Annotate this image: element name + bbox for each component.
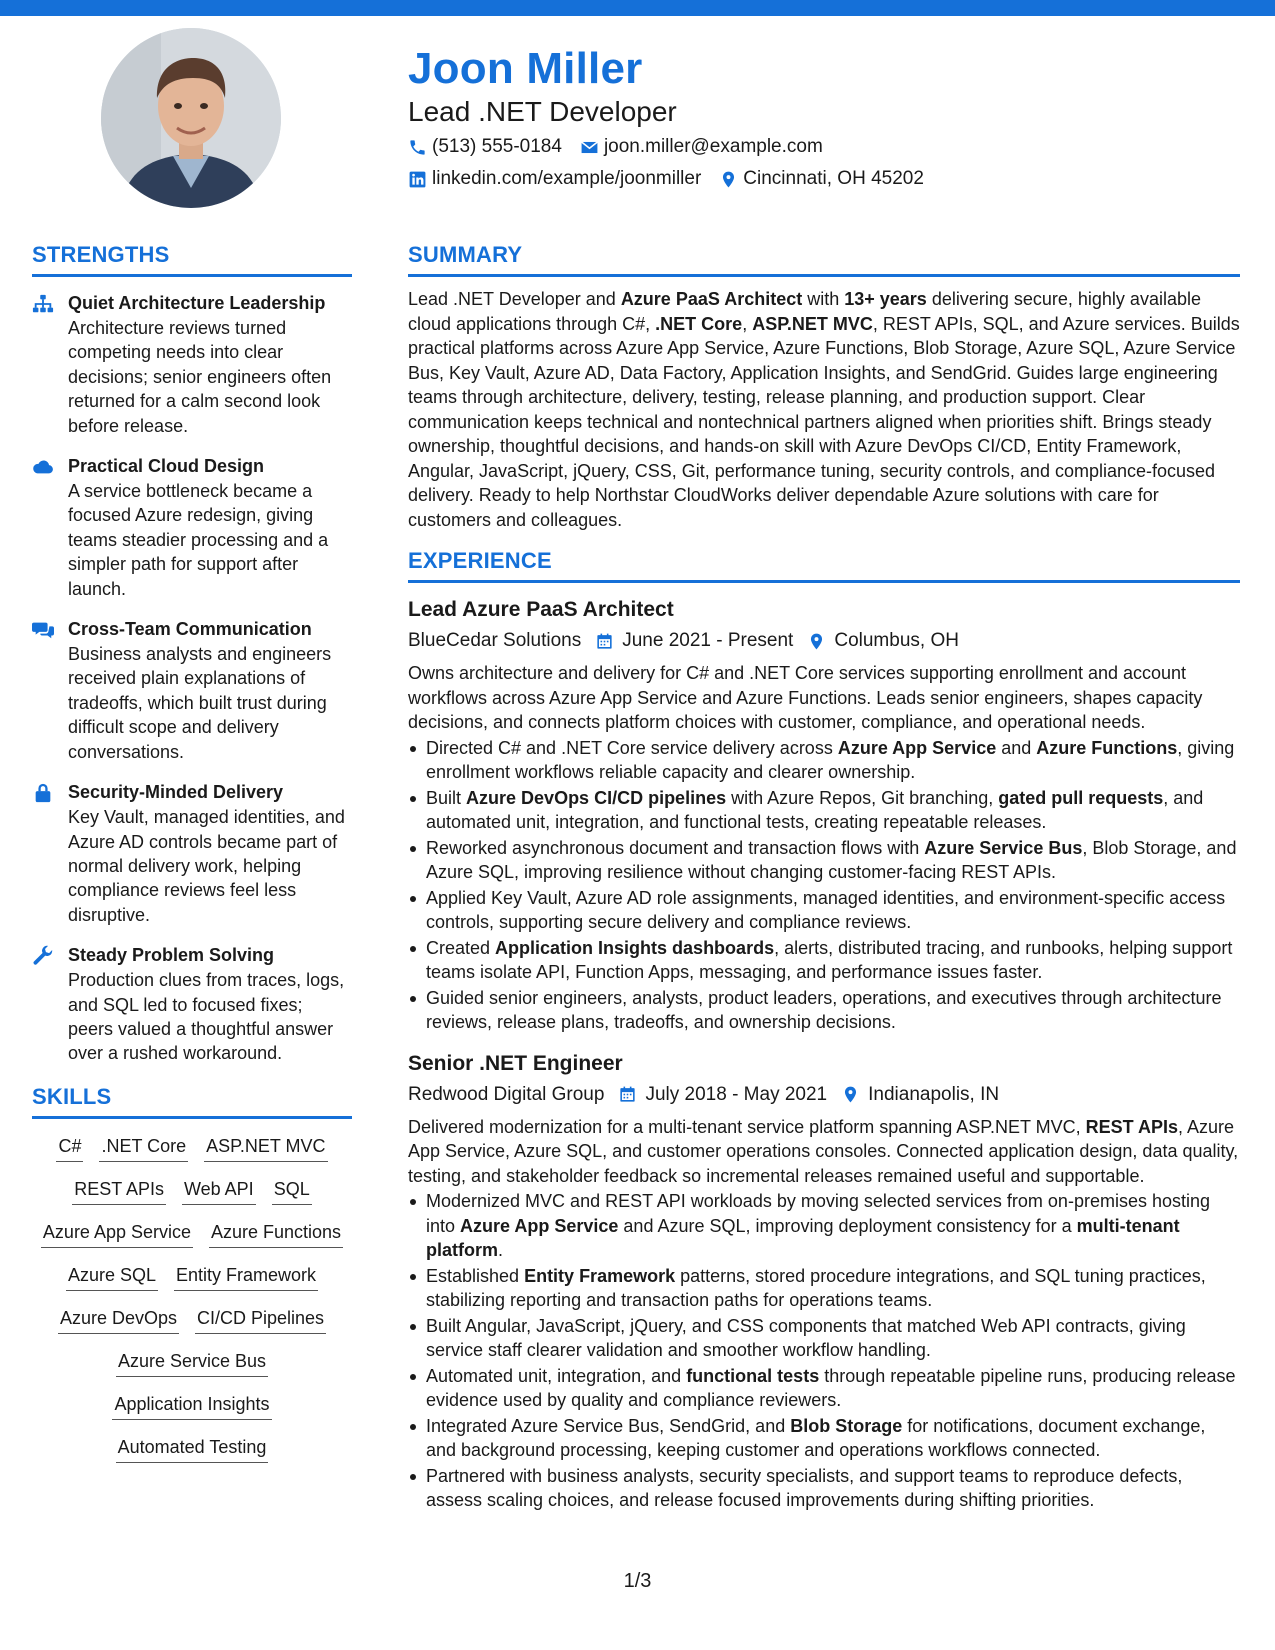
skill-tag: Azure App Service [41, 1219, 193, 1248]
bullet-text: , and automated unit, integration, and functional tests, creating repeatable releases. [426, 787, 1204, 832]
skill-tag: .NET Core [99, 1133, 188, 1162]
skills-heading: SKILLS [32, 1082, 352, 1119]
bullet-text: patterns, stored procedure integrations, and SQL tuning practices, stabilizing reporting and transaction paths for operations teams. [426, 1265, 1206, 1310]
skill-tag: ASP.NET MVC [204, 1133, 327, 1162]
bullet-text: Directed C# and .NET Core service delivery across [426, 737, 838, 758]
skill-row [32, 1434, 352, 1463]
job-entry [408, 595, 1240, 1035]
calendar-icon [595, 632, 614, 651]
map-pin-icon [719, 170, 738, 189]
skill-tag: Azure Service Bus [116, 1348, 268, 1377]
sitemap-icon [32, 293, 54, 315]
linkedin-text: linkedin.com/example/joonmiller [432, 168, 702, 189]
job-location: Indianapolis, IN [868, 1083, 1000, 1105]
candidate-name: Joon Miller [408, 44, 643, 93]
job-company: Redwood Digital Group [408, 1083, 605, 1105]
job-title: Senior .NET Engineer [408, 1051, 623, 1075]
right-column [408, 240, 1240, 1527]
bullet-text: Integrated Azure Service Bus, SendGrid, and [426, 1415, 791, 1436]
strength-title: Steady Problem Solving [68, 945, 275, 966]
job-dates: July 2018 - May 2021 [645, 1083, 828, 1105]
bullet-text: , giving enrollment workflows reliable capacity and clearer ownership. [426, 737, 1235, 782]
list-item [408, 1414, 1240, 1463]
experience-heading: EXPERIENCE [408, 546, 1240, 583]
summary-part: with [802, 289, 845, 309]
strength-title: Practical Cloud Design [68, 456, 265, 477]
strength-item [32, 617, 352, 764]
bullet-text: for notifications, document exchange, and background processing, keeping customer and operations workflows connected. [426, 1415, 1206, 1460]
summary-heading: SUMMARY [408, 240, 1240, 277]
email-text: joon.miller@example.com [603, 136, 823, 157]
skill-row [32, 1219, 352, 1248]
strength-title: Cross-Team Communication [68, 619, 312, 640]
skill-tag: C# [56, 1133, 83, 1162]
summary-part: Lead .NET Developer and [408, 289, 621, 309]
bullet-text: through repeatable pipeline runs, producing release evidence used by quality and compliance reviewers. [426, 1365, 1236, 1410]
bullet-bold: Azure DevOps CI/CD pipelines [466, 787, 727, 808]
bullet-text: Created [426, 937, 496, 958]
skill-tag: CI/CD Pipelines [195, 1305, 326, 1334]
skill-row [32, 1133, 352, 1162]
header [408, 42, 1228, 194]
bullet-text: . [498, 1240, 504, 1260]
linkedin-icon [408, 170, 427, 189]
phone-contact[interactable] [408, 132, 562, 162]
skill-tag: Azure Functions [209, 1219, 343, 1248]
top-accent-bar [0, 0, 1275, 16]
strengths-heading: STRENGTHS [32, 240, 352, 277]
skill-tag: Automated Testing [116, 1434, 269, 1463]
job-description [408, 1115, 1240, 1189]
job-bullets [408, 1189, 1240, 1513]
skill-row [32, 1305, 352, 1334]
phone-icon [408, 138, 427, 157]
profile-photo-illustration [101, 28, 281, 208]
job-entry [408, 1049, 1240, 1513]
skill-row [32, 1348, 352, 1377]
skill-tag: Entity Framework [174, 1262, 318, 1291]
bullet-bold: Application Insights dashboards [495, 937, 775, 958]
list-item: Partnered with business analysts, security specialists, and support teams to reproduce defects, assess scaling choices, and release focused improvements during shifting priorities. [408, 1464, 1240, 1513]
strengths-list [32, 291, 352, 1066]
list-item [408, 736, 1240, 785]
map-pin-icon [841, 1085, 860, 1104]
bullet-text: Automated unit, integration, and [426, 1365, 687, 1386]
desc-text: Delivered modernization for a multi-tenant service platform spanning ASP.NET MVC, [408, 1116, 1086, 1137]
location-text: Cincinnati, OH 45202 [743, 168, 924, 189]
summary-part: , [742, 313, 753, 334]
wrench-icon [32, 945, 54, 967]
list-item: Built Angular, JavaScript, jQuery, and CSS components that matched Web API contracts, giving service staff clearer validation and smoother workflow handling. [408, 1314, 1240, 1363]
summary-text [408, 287, 1240, 532]
list-item: Guided senior engineers, analysts, product leaders, operations, and executives through architecture reviews, release plans, tradeoffs, and ownership decisions. [408, 986, 1240, 1035]
bullet-bold: gated pull requests [998, 787, 1164, 808]
strength-title: Security-Minded Delivery [68, 782, 284, 803]
cloud-icon [32, 456, 54, 478]
list-item: Applied Key Vault, Azure AD role assignments, managed identities, and environment-specific access controls, supporting secure delivery and compliance reviews. [408, 886, 1240, 935]
linkedin-contact[interactable] [408, 164, 701, 194]
bullet-bold: Entity Framework [524, 1265, 676, 1286]
job-meta [408, 1079, 1240, 1111]
profile-photo [101, 28, 281, 208]
skill-tag: REST APIs [72, 1176, 166, 1205]
location-contact [719, 164, 924, 194]
bullet-text: , Blob Storage, and Azure SQL, improving resilience without changing customer-facing REST APIs. [426, 837, 1237, 882]
calendar-icon [618, 1085, 637, 1104]
skill-tag: Web API [182, 1176, 256, 1205]
list-item [408, 936, 1240, 985]
skill-tag: Application Insights [112, 1391, 271, 1420]
skill-row [32, 1391, 352, 1420]
bullet-bold: Blob Storage [790, 1415, 903, 1436]
list-item [408, 786, 1240, 835]
strength-desc: Business analysts and engineers received plain explanations of tradeoffs, which built trust during difficult scope and delivery conversations. [68, 644, 332, 762]
bullet-bold: multi-tenant platform [426, 1215, 1180, 1260]
strength-desc: A service bottleneck became a focused Azure redesign, giving teams steadier processing and a simpler path for support after launch. [68, 481, 329, 599]
bullet-text: Modernized MVC and REST API workloads by moving selected services from on-premises hosting into [426, 1191, 1211, 1236]
skill-tag: SQL [272, 1176, 312, 1205]
bullet-bold: functional tests [686, 1365, 820, 1386]
phone-text: (513) 555-0184 [432, 136, 562, 157]
bullet-bold: Azure Functions [1036, 737, 1178, 758]
comments-icon [32, 619, 54, 641]
list-item [408, 1264, 1240, 1313]
summary-bold: Azure PaaS Architect [620, 289, 803, 309]
bullet-text: and Azure SQL, improving deployment consistency for a [618, 1215, 1077, 1236]
bullet-text: with Azure Repos, Git branching, [726, 787, 999, 808]
strength-title: Quiet Architecture Leadership [68, 293, 326, 313]
job-location: Columbus, OH [834, 630, 959, 651]
email-contact[interactable] [580, 132, 823, 162]
strength-item [32, 454, 352, 601]
bullet-bold: Azure App Service [837, 737, 997, 758]
summary-part: , REST APIs, SQL, and Azure services. Builds practical platforms across Azure App Service, Azure Functions, Blob Storage, Azure SQL, Azure Service Bus, Key Vault, Azure AD, Data Factory, Application Insights, and SendGrid. Guides large engineering teams through architecture, delivery, testing, release planning, and production support. Clear communication keeps technical and nontechnical partners aligned when priorities shift. Brings steady ownership, thoughtful decisions, and hands-on skill with Azure DevOps CI/CD, Entity Framework, Angular, JavaScript, jQuery, CSS, Git, performance tuning, security controls, and compliance-focused delivery. Ready to help Northstar CloudWorks deliver dependable Azure solutions with care for customers and colleagues. [408, 313, 1240, 530]
strength-item [32, 943, 352, 1066]
list-item [408, 1189, 1240, 1263]
bullet-text: , alerts, distributed tracing, and runbooks, helping support teams isolate API, Function Apps, messaging, and performance issues faster. [426, 937, 1233, 982]
experience-list [408, 595, 1240, 1513]
desc-text: , Azure App Service, Azure SQL, and customer operations consoles. Connected application design, data quality, testing, and stakeholder feedback so incremental releases remained useful and supportable. [408, 1116, 1239, 1186]
summary-bold: .NET Core [655, 313, 743, 334]
contact-row-2 [408, 164, 1228, 194]
list-item [408, 1364, 1240, 1413]
skill-row [32, 1262, 352, 1291]
bullet-text: Established [426, 1265, 525, 1286]
skill-tag: Azure DevOps [58, 1305, 179, 1334]
list-item [408, 836, 1240, 885]
strength-desc: Key Vault, managed identities, and Azure AD controls became part of normal delivery work, helping compliance reviews feel less disruptive. [68, 807, 345, 925]
skill-row [32, 1176, 352, 1205]
map-pin-icon [807, 632, 826, 651]
strength-item [32, 780, 352, 927]
job-dates: June 2021 - Present [622, 630, 794, 651]
summary-bold: ASP.NET MVC [752, 313, 873, 334]
bullet-bold: Azure Service Bus [924, 837, 1083, 858]
strength-desc: Production clues from traces, logs, and SQL led to focused fixes; peers valued a thoughtful answer over a rushed workaround. [68, 970, 345, 1064]
envelope-icon [580, 138, 599, 157]
left-column [32, 240, 352, 1477]
bullet-text: Built [426, 787, 467, 808]
lock-icon [32, 782, 54, 804]
candidate-role: Lead .NET Developer [408, 96, 677, 127]
job-bullets [408, 736, 1240, 1035]
page-number: 1/3 [623, 1570, 652, 1592]
summary-part: delivering secure, highly available cloud applications through C#, [408, 289, 1201, 334]
bullet-text: and [996, 737, 1037, 758]
job-title: Lead Azure PaaS Architect [408, 598, 674, 621]
strength-item [32, 291, 352, 438]
bullet-text: Reworked asynchronous document and transaction flows with [426, 837, 925, 858]
summary-bold: 13+ years [844, 289, 927, 309]
desc-bold: REST APIs [1085, 1116, 1179, 1137]
job-description: Owns architecture and delivery for C# and .NET Core services supporting enrollment and account workflows across Azure App Service and Azure Functions. Leads senior engineers, shapes capacity decisions, and connects platform choices with customer, compliance, and operational needs. [408, 663, 1203, 732]
strength-desc: Architecture reviews turned competing needs into clear decisions; senior engineers often returned for a calm second look before release. [68, 318, 332, 436]
job-company: BlueCedar Solutions [408, 630, 582, 651]
skill-tag: Azure SQL [66, 1262, 158, 1291]
job-meta [408, 625, 1240, 657]
contact-row-1 [408, 132, 1228, 162]
skills-list [32, 1133, 352, 1463]
bullet-bold: Azure App Service [460, 1215, 619, 1236]
